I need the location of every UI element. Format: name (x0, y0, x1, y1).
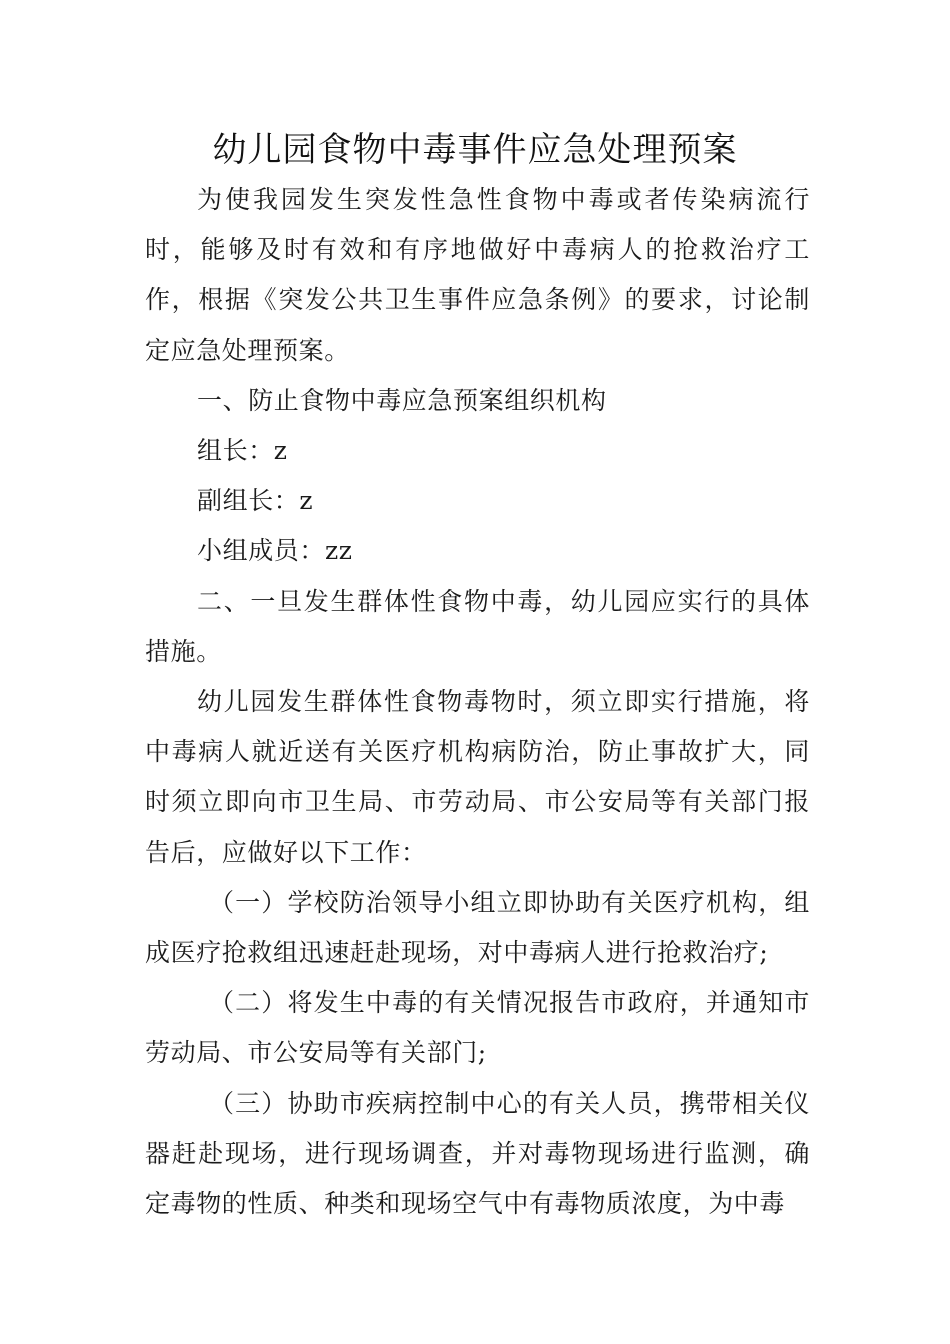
team-leader-line: 组长：z (197, 436, 288, 466)
paragraph-measures: 幼儿园发生群体性食物毒物时，须立即实行措施，将中毒病人就近送有关医疗机构病防治，防止事故扩大，同时须立即向市卫生局、市劳动局、市公安局等有关部门报告后，应做好以下工作： (145, 687, 810, 867)
section-heading-2: 二、一旦发生群体性食物中毒，幼儿园应实行的具体措施。 (145, 586, 810, 666)
paragraph-intro: 为使我园发生突发性急性食物中毒或者传染病流行时，能够及时有效和有序地做好中毒病人的抢救治疗工作，根据《突发公共卫生事件应急条例》的要求，讨论制定应急处理预案。 (145, 185, 810, 365)
section-heading-1: 一、防止食物中毒应急预案组织机构 (197, 385, 607, 415)
list-item-2: （二）将发生中毒的有关情况报告市政府，并通知市劳动局、市公安局等有关部门; (145, 988, 810, 1068)
list-item-3: （三）协助市疾病控制中心的有关人员，携带相关仪器赶赴现场，进行现场调查，并对毒物现场进行监测，确定毒物的性质、种类和现场空气中有毒物质浓度，为中毒 (145, 1088, 810, 1219)
document-body (145, 175, 810, 1229)
deputy-leader-line: 副组长：z (197, 486, 314, 516)
list-item-1: （一）学校防治领导小组立即协助有关医疗机构，组成医疗抢救组迅速赶赴现场，对中毒病人进行抢救治疗; (145, 887, 810, 968)
team-members-line: 小组成员：zz (197, 536, 353, 566)
document-title: 幼儿园食物中毒事件应急处理预案 (212, 130, 738, 170)
